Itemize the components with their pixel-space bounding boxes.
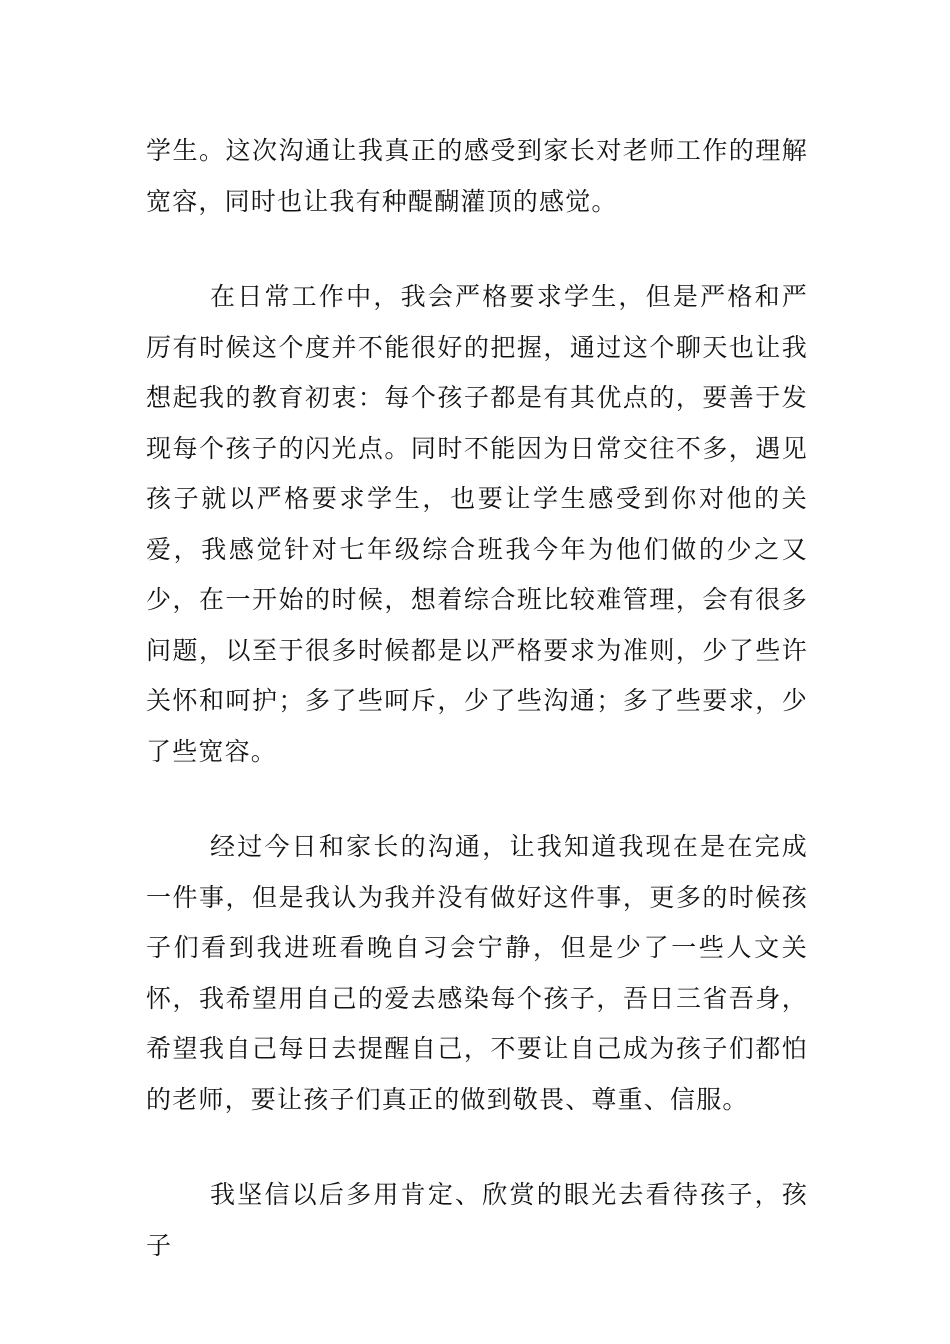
paragraph-1: 学生。这次沟通让我真正的感受到家长对老师工作的理解宽容，同时也让我有种醍醐灌顶的感觉。 — [146, 136, 808, 216]
paragraph-4: 我坚信以后多用肯定、欣赏的眼光去看待孩子，孩子 — [146, 1180, 808, 1260]
paragraph-3: 经过今日和家长的沟通，让我知道我现在是在完成一件事，但是我认为我并没有做好这件事，更多的时候孩子们看到我进班看晚自习会宁静，但是少了一些人文关怀，我希望用自己的爱去感染每个孩子，吾日三省吾身，希望我自己每日去提醒自己，不要让自己成为孩子们都怕的老师，要让孩子们真正的做到敬畏、尊重、信服。 — [146, 832, 808, 1114]
paragraph-2: 在日常工作中，我会严格要求学生，但是严格和严厉有时候这个度并不能很好的把握，通过这个聊天也让我想起我的教育初衷：每个孩子都是有其优点的，要善于发现每个孩子的闪光点。同时不能因为日常交往不多，遇见孩子就以严格要求学生，也要让学生感受到你对他的关爱，我感觉针对七年级综合班我今年为他们做的少之又少，在一开始的时候，想着综合班比较难管理，会有很多问题，以至于很多时候都是以严格要求为准则，少了些许关怀和呵护；多了些呵斥，少了些沟通；多了些要求，少了些宽容。 — [146, 282, 808, 766]
